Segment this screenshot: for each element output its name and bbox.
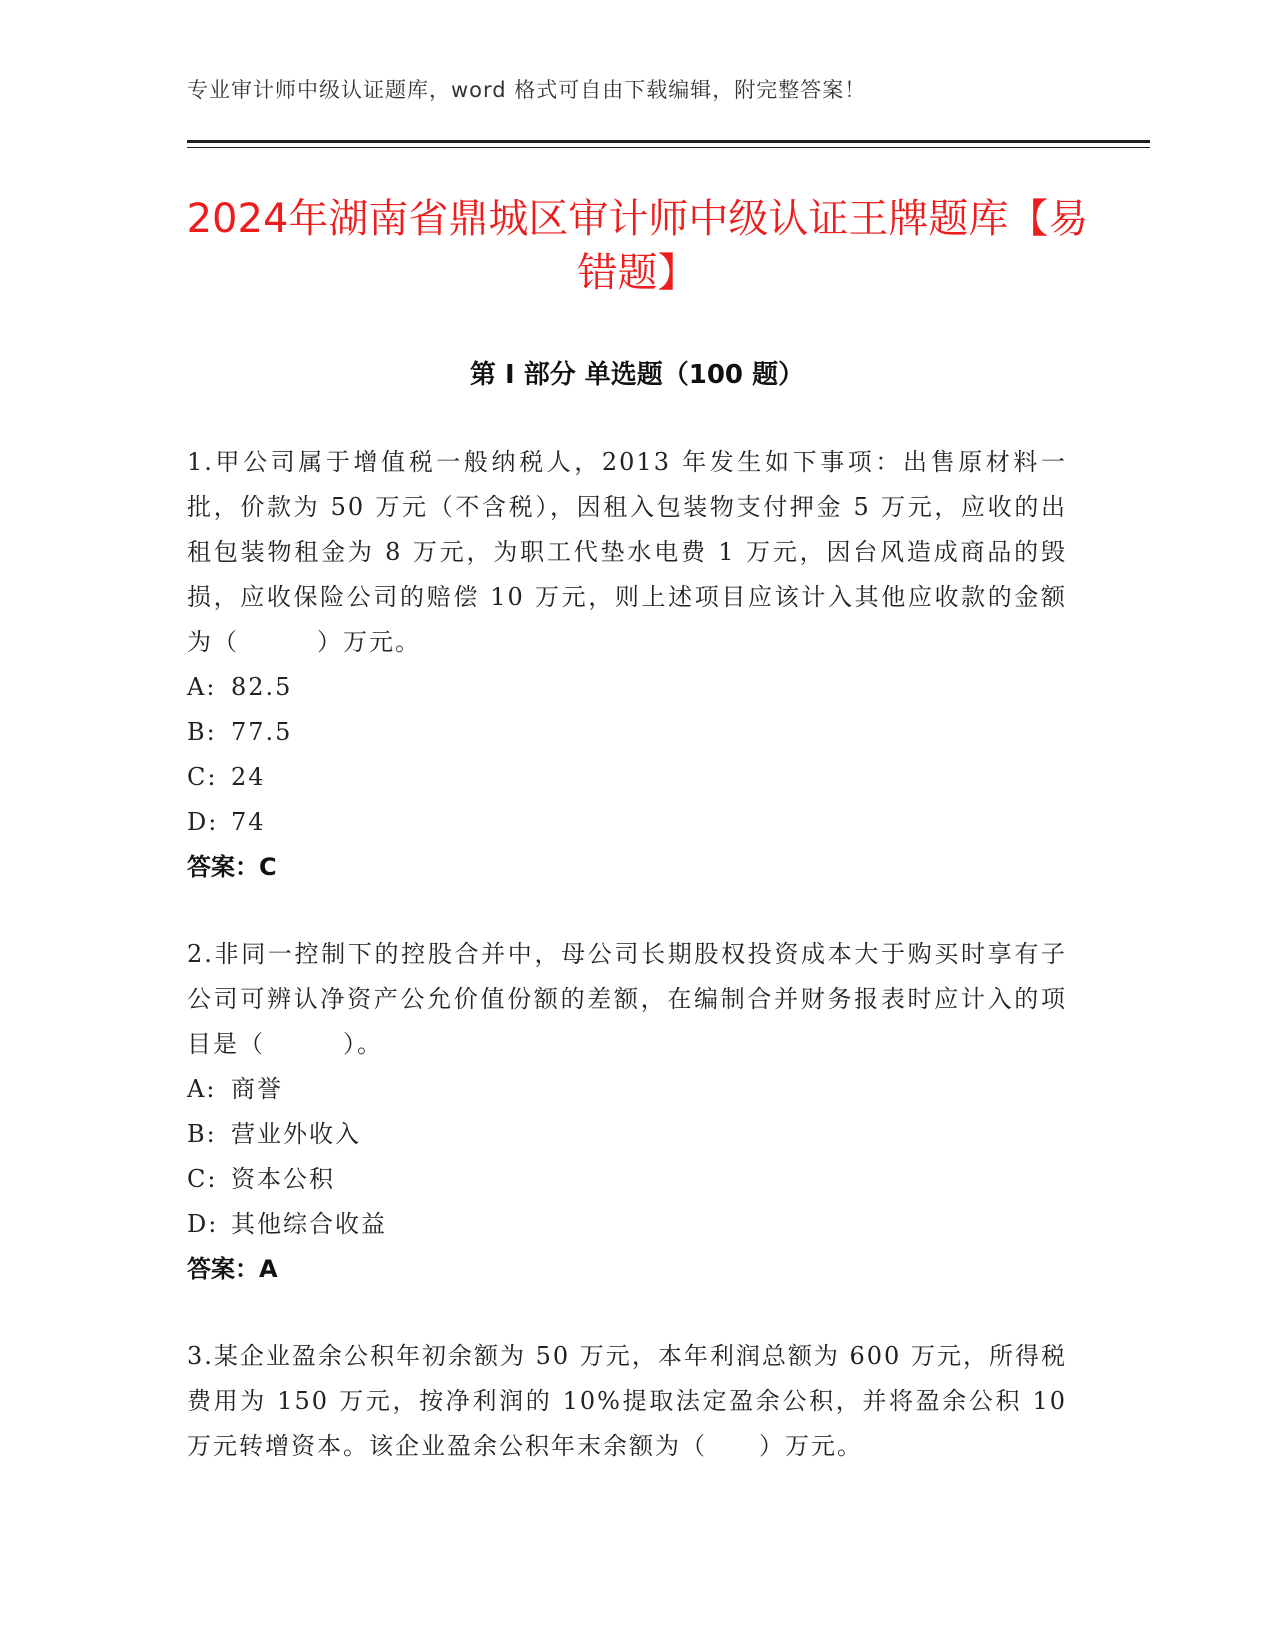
option-c [187,755,1067,800]
option-b [187,710,1067,755]
option-text: 营业外收入 [231,1120,361,1148]
option-letter: A: [187,1075,217,1103]
option-text: 24 [231,763,266,791]
option-d [187,1202,1067,1247]
option-letter: B: [187,718,217,746]
option-letter: C: [187,763,218,791]
option-b [187,1112,1067,1157]
option-letter: C: [187,1165,218,1193]
answer: 答案：C [187,853,277,881]
option-a [187,665,1067,710]
question-3 [187,1334,1067,1469]
answer: 答案：A [187,1255,278,1283]
option-text: 77.5 [231,718,293,746]
question-stem: 3.某企业盈余公积年初余额为 50 万元，本年利润总额为 600 万元，所得税费用为 150 万元，按净利润的 10%提取法定盈余公积，并将盈余公积 10 万元转增资本。该企业盈余公积年末余额为（ ）万元。 [187,1342,1067,1460]
header-divider-thick [187,140,1150,143]
option-letter: D: [187,808,219,836]
option-c [187,1157,1067,1202]
document-title: 2024年湖南省鼎城区审计师中级认证王牌题库【易错题】 [186,196,1089,296]
option-letter: A: [187,673,217,701]
question-stem: 2.非同一控制下的控股合并中，母公司长期股权投资成本大于购买时享有子公司可辨认净资产公允价值份额的差额，在编制合并财务报表时应计入的项目是（ ）。 [187,940,1067,1058]
option-text: 82.5 [231,673,293,701]
option-a [187,1067,1067,1112]
option-letter: D: [187,1210,219,1238]
option-letter: B: [187,1120,217,1148]
option-d [187,800,1067,845]
question-2 [187,932,1067,1292]
header-divider-thin [187,147,1150,148]
option-text: 资本公积 [231,1165,335,1193]
option-text: 其他综合收益 [231,1210,387,1238]
option-text: 74 [231,808,266,836]
question-1 [187,440,1067,890]
question-stem: 1.甲公司属于增值税一般纳税人，2013 年发生如下事项：出售原材料一批，价款为 50 万元（不含税），因租入包装物支付押金 5 万元，应收的出租包装物租金为 8 万元，为职工代垫水电费 1 万元，因台风造成商品的毁损，应收保险公司的赔偿 10 万元，则上述项目应该计入其他应收款的金额为（ ）万元。 [187,448,1067,656]
header-note: 专业审计师中级认证题库，word 格式可自由下载编辑，附完整答案！ [187,78,867,102]
section-title: 第 I 部分 单选题（100 题） [469,360,805,390]
option-text: 商誉 [231,1075,283,1103]
question-list [187,440,1067,1511]
